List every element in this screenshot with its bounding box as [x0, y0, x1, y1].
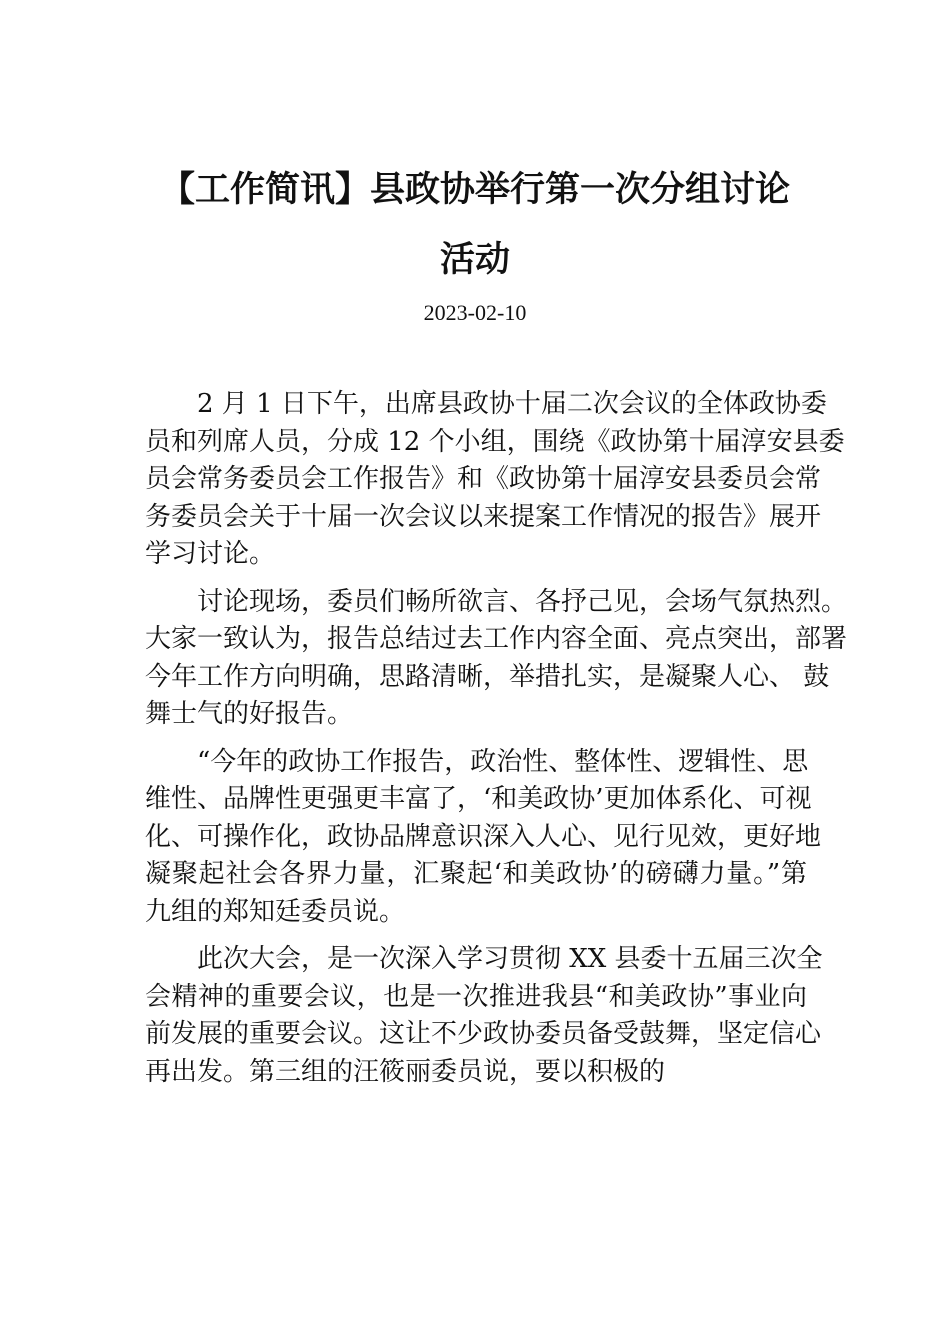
paragraph — [145, 941, 823, 1091]
paragraph-line: 务委员会关于十届一次会议以来提案工作情况的报告》展开 — [145, 501, 822, 532]
paragraph — [145, 744, 822, 932]
paragraph-line: 今年工作方向明确，思路清晰，举措扎实，是凝聚人心、 鼓 — [145, 661, 830, 692]
publish-date: 2023-02-10 — [423, 300, 527, 325]
paragraph — [145, 386, 845, 574]
paragraph-line: 会精神的重要会议，也是一次推进我县“和美政协”事业向 — [145, 981, 807, 1012]
paragraph-line: 此次大会，是一次深入学习贯彻 XX 县委十五届三次全 — [197, 944, 823, 974]
paragraph-line: 前发展的重要会议。这让不少政协委员备受鼓舞，坚定信心 — [145, 1019, 822, 1049]
paragraph-line: 再出发。第三组的汪筱丽委员说，要以积极的 — [145, 1056, 666, 1087]
paragraph-line: 员和列席人员，分成 12 个小组，围绕《政协第十届淳安县委 — [145, 426, 845, 457]
paragraph-line: 维性、品牌性更强更丰富了，‘和美政协’更加体系化、可视 — [145, 784, 812, 814]
paragraph-line: 学习讨论。 — [145, 539, 276, 569]
paragraph-line: 员会常务委员会工作报告》和《政协第十届淳安县委员会常 — [145, 464, 822, 494]
paragraph-line: 化、可操作化，政协品牌意识深入人心、见行见效，更好地 — [145, 821, 822, 852]
paragraph-line: 九组的郑知廷委员说。 — [145, 896, 406, 927]
paragraph-line: 凝聚起社会各界力量，汇聚起‘和美政协’的磅礴力量。”第 — [145, 859, 807, 889]
paragraph-line: 讨论现场，委员们畅所欲言、各抒己见，会场气氛热烈。 — [197, 586, 848, 617]
paragraph-line: 舞士气的好报告。 — [145, 699, 354, 729]
paragraph-line: 2 月 1 日下午，出席县政协十届二次会议的全体政协委 — [197, 389, 827, 419]
article-body — [145, 386, 848, 1101]
paragraph-line: 大家一致认为，报告总结过去工作内容全面、亮点突出，部署 — [145, 624, 848, 654]
document-title-line-1: 【工作简讯】县政协举行第一次分组讨论 — [159, 169, 790, 210]
paragraph — [145, 584, 848, 734]
document-title-line-2: 活动 — [439, 239, 510, 280]
paragraph-line: “今年的政协工作报告，政治性、整体性、逻辑性、思 — [197, 746, 809, 777]
